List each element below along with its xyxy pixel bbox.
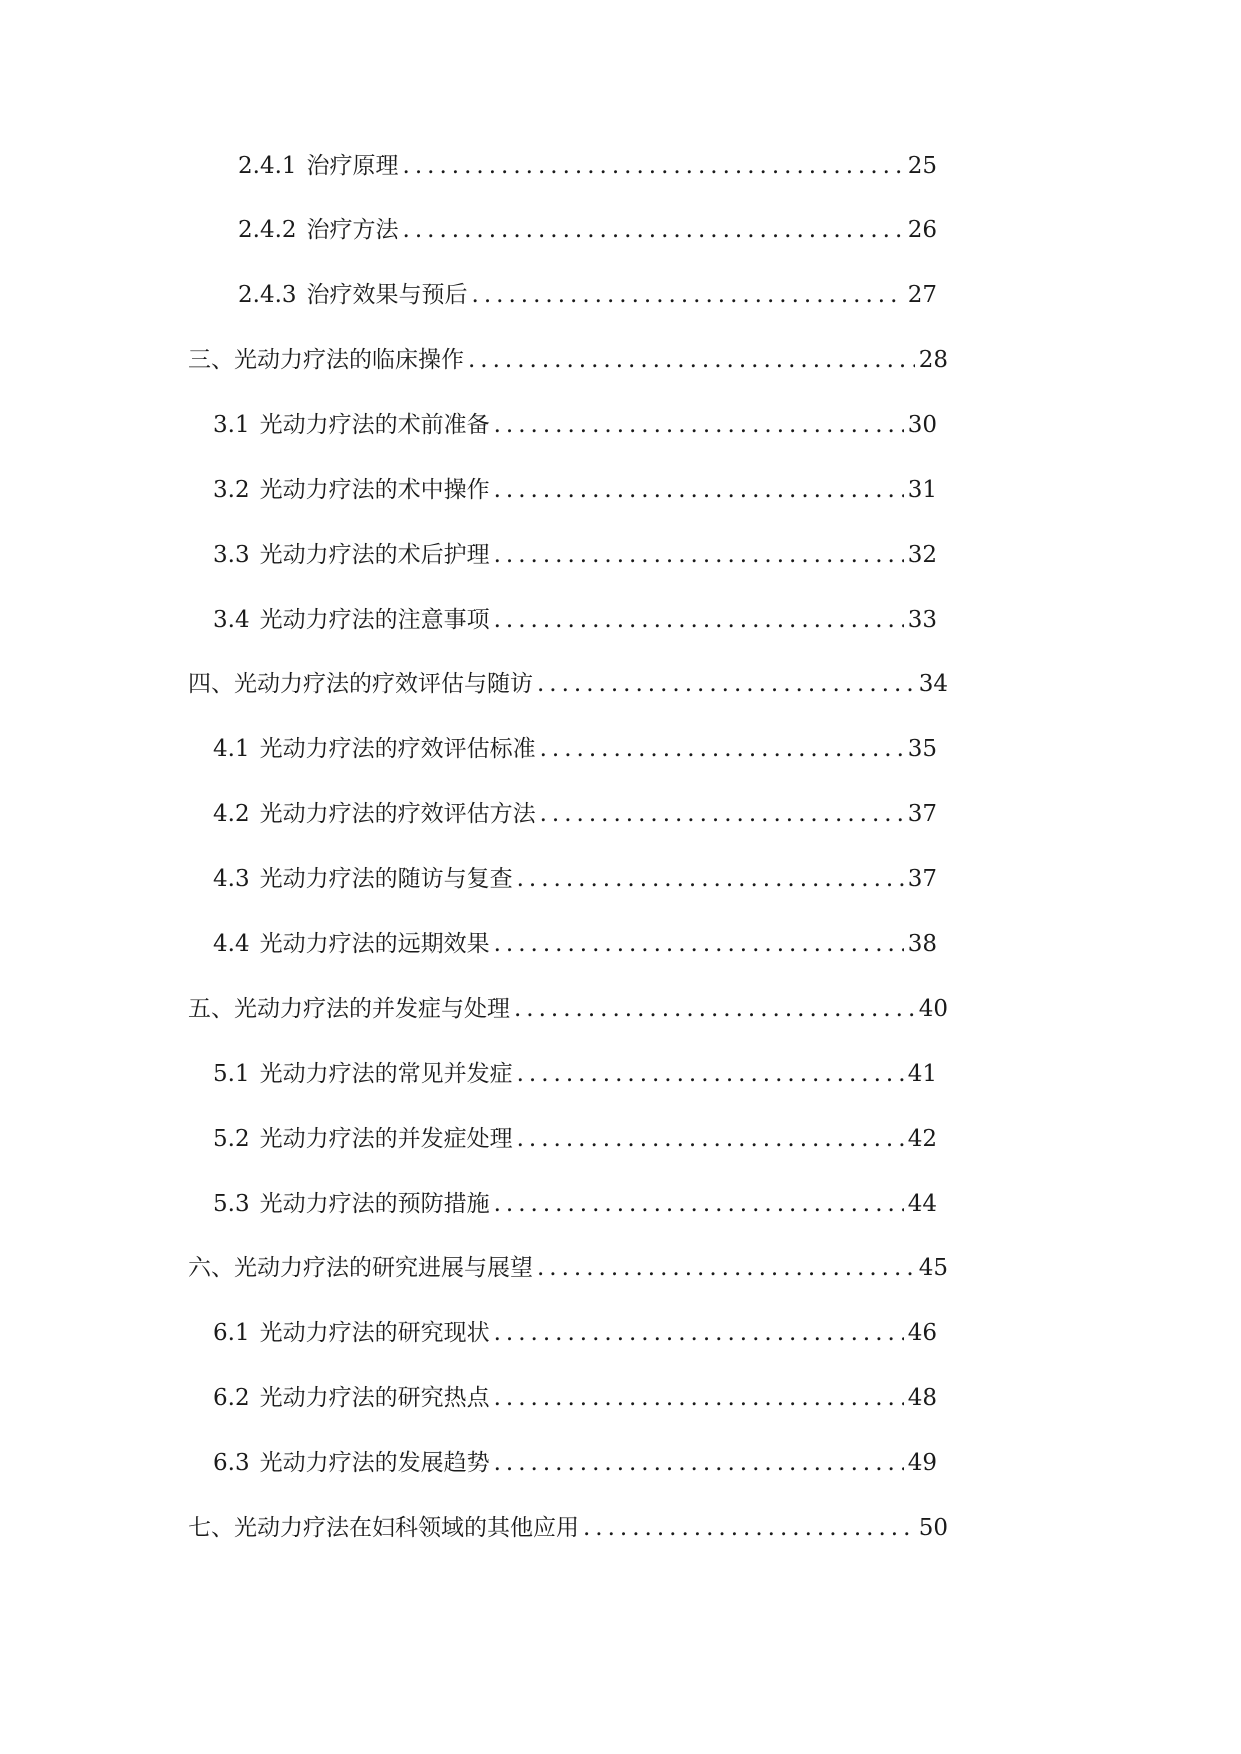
toc-page-number: 34 xyxy=(918,671,948,697)
toc-title: 光动力疗法的常见并发症 xyxy=(259,1061,513,1087)
toc-title: 治疗原理 xyxy=(306,153,399,179)
toc-dot-leader xyxy=(494,600,904,640)
toc-dot-leader xyxy=(494,924,904,964)
toc-page-number: 26 xyxy=(907,217,937,243)
toc-title: 光动力疗法的术前准备 xyxy=(259,412,490,438)
toc-page-number: 35 xyxy=(907,736,937,762)
toc-page-number: 41 xyxy=(907,1061,937,1087)
toc-entry-4-2[interactable] xyxy=(213,794,937,834)
toc-title: 光动力疗法的随访与复查 xyxy=(259,866,513,892)
toc-title: 光动力疗法的研究热点 xyxy=(259,1385,490,1411)
toc-page-number: 48 xyxy=(907,1385,937,1411)
toc-page-number: 50 xyxy=(918,1515,948,1541)
toc-entry-2-4-2[interactable] xyxy=(238,210,937,250)
toc-dot-leader xyxy=(517,859,904,899)
toc-entry-4-3[interactable] xyxy=(213,859,937,899)
toc-dot-leader xyxy=(540,794,904,834)
toc-title: 四、光动力疗法的疗效评估与随访 xyxy=(188,671,533,697)
toc-page-number: 38 xyxy=(907,931,937,957)
toc-entry-3-1[interactable] xyxy=(213,405,937,445)
toc-dot-leader xyxy=(472,275,904,315)
toc-page-number: 49 xyxy=(907,1450,937,1476)
toc-number: 3.1 xyxy=(213,412,250,438)
toc-title: 光动力疗法的术中操作 xyxy=(259,477,490,503)
toc-title: 光动力疗法的注意事项 xyxy=(259,607,490,633)
toc-page-number: 25 xyxy=(907,153,937,179)
toc-title: 光动力疗法的疗效评估方法 xyxy=(259,801,536,827)
toc-title: 光动力疗法的疗效评估标准 xyxy=(259,736,536,762)
toc-entry-chapter-6[interactable] xyxy=(188,1248,948,1288)
toc-dot-leader xyxy=(494,470,904,510)
toc-entry-3-3[interactable] xyxy=(213,535,937,575)
toc-title: 光动力疗法的研究现状 xyxy=(259,1320,490,1346)
toc-number: 3.2 xyxy=(213,477,250,503)
toc-number: 3.4 xyxy=(213,607,250,633)
toc-title: 三、光动力疗法的临床操作 xyxy=(188,347,464,373)
toc-title: 光动力疗法的预防措施 xyxy=(259,1191,490,1217)
toc-page-number: 42 xyxy=(907,1126,937,1152)
toc-entry-6-2[interactable] xyxy=(213,1378,937,1418)
toc-entry-3-4[interactable] xyxy=(213,600,937,640)
toc-title: 治疗效果与预后 xyxy=(306,282,468,308)
toc-page-number: 44 xyxy=(907,1191,937,1217)
toc-entry-2-4-3[interactable] xyxy=(238,275,937,315)
toc-entry-4-4[interactable] xyxy=(213,924,937,964)
toc-dot-leader xyxy=(494,1443,904,1483)
toc-page-number: 37 xyxy=(907,801,937,827)
toc-page-number: 33 xyxy=(907,607,937,633)
toc-entry-6-1[interactable] xyxy=(213,1313,937,1353)
toc-page-number: 45 xyxy=(918,1255,948,1281)
toc-number: 6.2 xyxy=(213,1385,250,1411)
toc-title: 五、光动力疗法的并发症与处理 xyxy=(188,996,510,1022)
toc-dot-leader xyxy=(517,1119,904,1159)
toc-title: 光动力疗法的并发症处理 xyxy=(259,1126,513,1152)
toc-number: 4.1 xyxy=(213,736,250,762)
toc-page-number: 31 xyxy=(907,477,937,503)
toc-number: 2.4.1 xyxy=(238,153,297,179)
toc-number: 2.4.2 xyxy=(238,217,297,243)
toc-dot-leader xyxy=(514,989,915,1029)
toc-entry-6-3[interactable] xyxy=(213,1443,937,1483)
toc-dot-leader xyxy=(517,1054,904,1094)
toc-page-number: 46 xyxy=(907,1320,937,1346)
toc-dot-leader xyxy=(494,1378,904,1418)
toc-dot-leader xyxy=(403,210,904,250)
toc-number: 5.3 xyxy=(213,1191,250,1217)
toc-number: 4.4 xyxy=(213,931,250,957)
toc-page-number: 32 xyxy=(907,542,937,568)
toc-title: 光动力疗法的远期效果 xyxy=(259,931,490,957)
toc-title: 光动力疗法的发展趋势 xyxy=(259,1450,490,1476)
toc-entry-chapter-3[interactable] xyxy=(188,340,948,380)
toc-dot-leader xyxy=(537,664,915,704)
toc-page-number: 27 xyxy=(907,282,937,308)
toc-entry-4-1[interactable] xyxy=(213,729,937,769)
toc-number: 5.2 xyxy=(213,1126,250,1152)
toc-number: 5.1 xyxy=(213,1061,250,1087)
toc-dot-leader xyxy=(540,729,904,769)
toc-dot-leader xyxy=(403,146,904,186)
toc-dot-leader xyxy=(494,1184,904,1224)
toc-page-number: 28 xyxy=(918,347,948,373)
toc-number: 6.1 xyxy=(213,1320,250,1346)
toc-dot-leader xyxy=(494,405,904,445)
toc-title: 六、光动力疗法的研究进展与展望 xyxy=(188,1255,533,1281)
toc-number: 4.2 xyxy=(213,801,250,827)
toc-page-number: 40 xyxy=(918,996,948,1022)
toc-dot-leader xyxy=(583,1508,915,1548)
toc-entry-2-4-1[interactable] xyxy=(238,146,937,186)
toc-number: 4.3 xyxy=(213,866,250,892)
toc-number: 6.3 xyxy=(213,1450,250,1476)
toc-entry-chapter-5[interactable] xyxy=(188,989,948,1029)
toc-entry-chapter-4[interactable] xyxy=(188,664,948,704)
toc-page-number: 37 xyxy=(907,866,937,892)
toc-entry-3-2[interactable] xyxy=(213,470,937,510)
toc-title: 治疗方法 xyxy=(306,217,399,243)
toc-entry-5-2[interactable] xyxy=(213,1119,937,1159)
toc-dot-leader xyxy=(537,1248,915,1288)
toc-dot-leader xyxy=(494,1313,904,1353)
toc-title: 七、光动力疗法在妇科领域的其他应用 xyxy=(188,1515,579,1541)
toc-number: 3.3 xyxy=(213,542,250,568)
toc-number: 2.4.3 xyxy=(238,282,297,308)
toc-title: 光动力疗法的术后护理 xyxy=(259,542,490,568)
toc-entry-5-3[interactable] xyxy=(213,1184,937,1224)
toc-dot-leader xyxy=(494,535,904,575)
toc-entry-chapter-7[interactable] xyxy=(188,1508,948,1548)
toc-dot-leader xyxy=(468,340,915,380)
toc-page-number: 30 xyxy=(907,412,937,438)
toc-entry-5-1[interactable] xyxy=(213,1054,937,1094)
